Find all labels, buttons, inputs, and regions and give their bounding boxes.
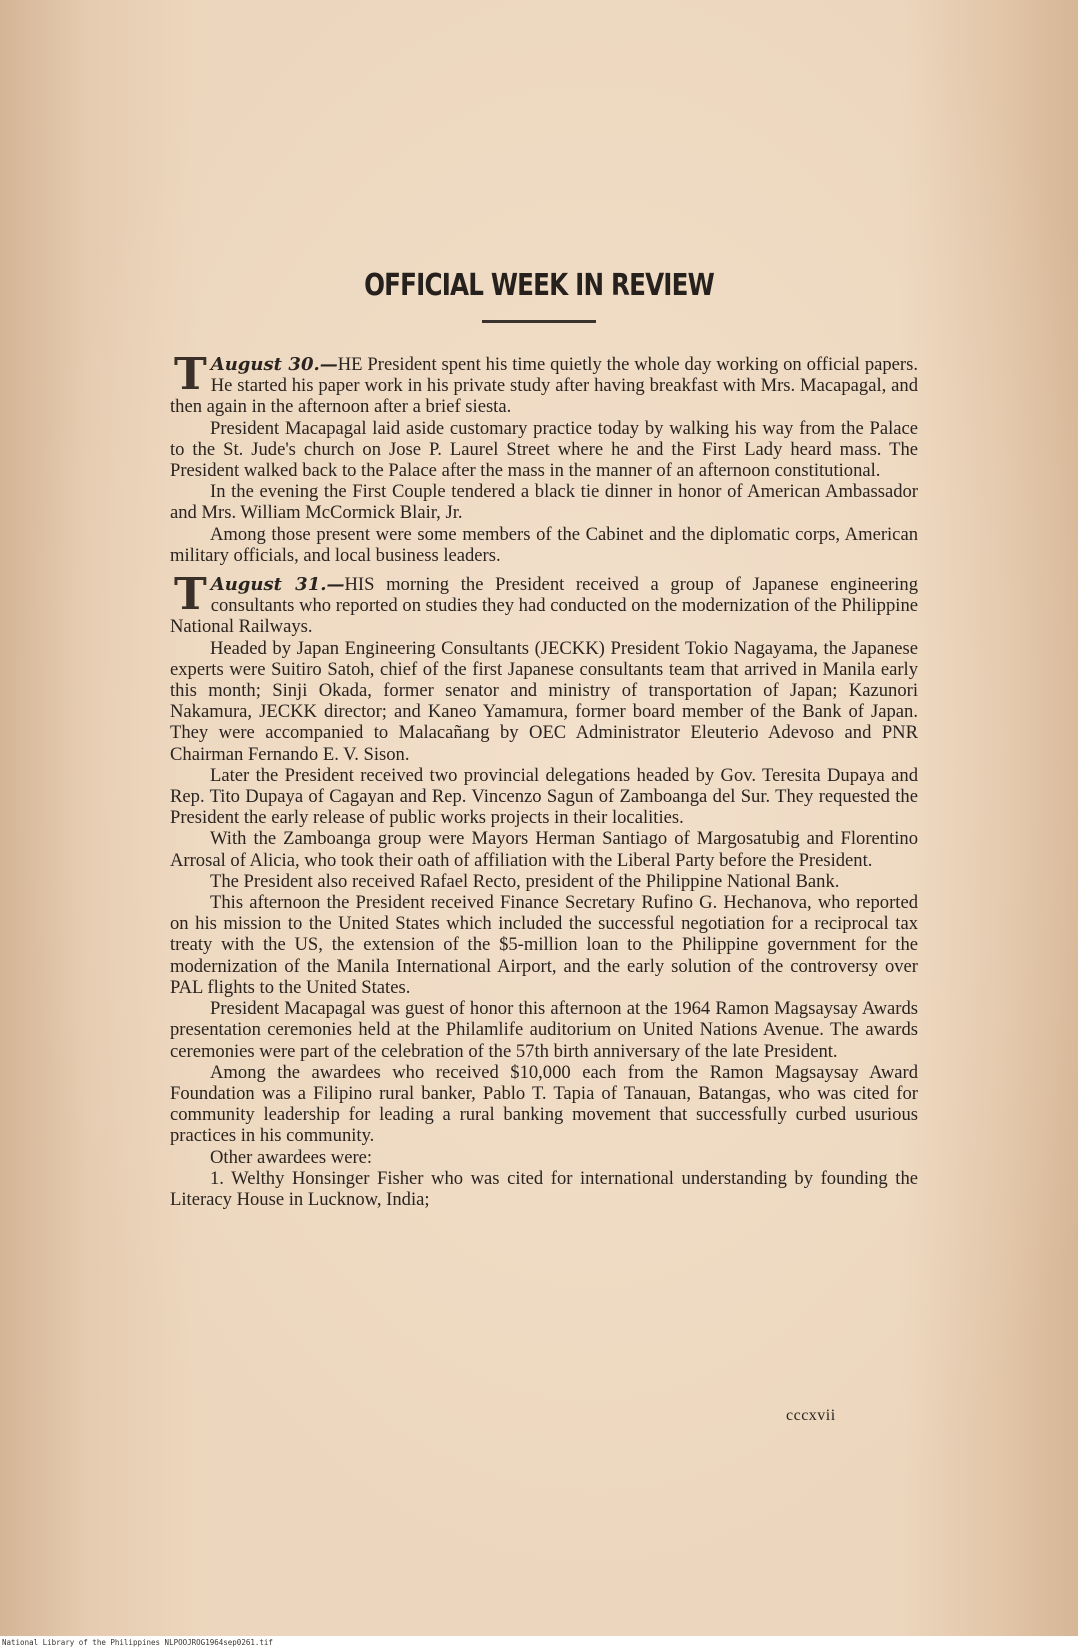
paragraph: With the Zamboanga group were Mayors Herman Santiago of Margosatubig and Florentino Arrosal of Alicia, who took their oath of affiliation with the Liberal Party before the President. [170,828,918,871]
entry-date: August 30.— [210,354,338,375]
article-body [170,349,919,1210]
entry-date: August 31.— [210,574,345,596]
paragraph: President Macapagal was guest of honor this afternoon at the 1964 Ramon Magsaysay Awards presentation ceremonies held at the Philamlife auditorium on United Nations Avenue. The awards ceremonies were part of the celebration of the 57th birth anniversary of the late President. [170,998,918,1062]
page-title: OFFICIAL WEEK IN REVIEW [364,268,714,303]
page-number: cccxvii [786,1407,836,1424]
paragraph: The President also received Rafael Recto, president of the Philippine National Bank. [210,870,840,892]
paragraph: 1. Welthy Honsinger Fisher who was cited for international understanding by founding the Literacy House in Lucknow, India; [170,1167,918,1210]
entry-august-30 [170,349,919,418]
drop-cap: T [174,349,207,400]
entry-first-paragraph: HIS morning the President received a group of Japanese engineering consultants who reported on studies they had conducted on the modernization of the Philippine National Railways. [170,574,918,638]
paragraph: Later the President received two provincial delegations headed by Gov. Teresita Dupaya and Rep. Tito Dupaya of Cagayan and Rep. Vincenzo Sagun of Zamboanga del Sur. They requested the President the early release of public works projects in their localities. [170,764,918,829]
scan-footer-text: National Library of the Philippines NLPOOJROG1964sep0261.tif [2,1638,273,1647]
paragraph: Among the awardees who received $10,000 each from the Ramon Magsaysay Award Foundation was a Filipino rural banker, Pablo T. Tapia of Tanauan, Batangas, who was cited for community leadership for leading a rural banking movement that successfully curbed usurious practices in his community. [170,1061,918,1147]
title-underline [482,320,596,323]
paragraph: Headed by Japan Engineering Consultants (JECKK) President Tokio Nagayama, the Japanese experts were Suitiro Satoh, chief of the first Japanese consultants team that arrived in Manila early this month; Sinji Okada, former senator and ministry of transportation of Japan; Kazunori Nakamura, JECKK director; and Kaneo Yamamura, former board member of the Bank of Japan. They were accompanied to Malacañang by OEC Administrator Eleuterio Adevoso and PNR Chairman Fernando E. V. Sison. [170,637,918,765]
paragraph: Among those present were some members of the Cabinet and the diplomatic corps, American military officials, and local business leaders. [170,523,918,566]
paragraph: This afternoon the President received Finance Secretary Rufino G. Hechanova, who reported on his mission to the United States which included the successful negotiation for a reciprocal tax treaty with the US, the extension of the $5-million loan to the Philippine government for the modernization of the Manila International Airport, and the early solution of the controversy over PAL flights to the United States. [170,892,918,998]
drop-cap: T [174,569,207,621]
entry-first-paragraph: HE President spent his time quietly the whole day working on official papers. He started his paper work in his private study after having breakfast with Mrs. Macapagal, and then again in the afternoon after a brief siesta. [170,354,919,418]
paragraph: President Macapagal laid aside customary practice today by walking his way from the Palace to the St. Jude's church on Jose P. Laurel Street where he and the First Lady heard mass. The President walked back to the Palace after the mass in the manner of an afternoon constitutional. [170,417,918,482]
paragraph: Other awardees were: [210,1146,373,1168]
entry-august-31 [170,569,918,638]
paragraph: In the evening the First Couple tendered a black tie dinner in honor of American Ambassador and Mrs. William McCormick Blair, Jr. [170,481,918,524]
